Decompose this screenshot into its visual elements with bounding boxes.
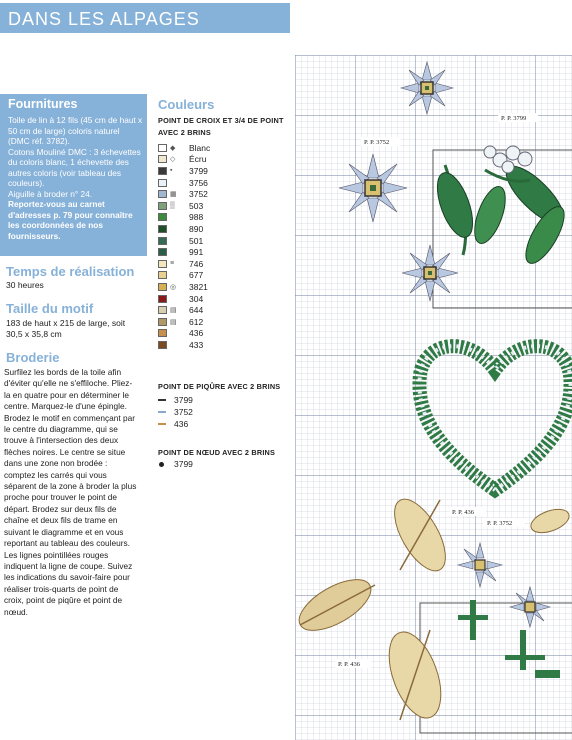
color-code: 3821 — [189, 281, 208, 292]
time-heading: Temps de réalisation — [6, 264, 135, 279]
color-swatch — [158, 213, 167, 221]
embroidery-heading: Broderie — [6, 350, 60, 365]
color-row — [158, 328, 278, 340]
color-row — [158, 188, 278, 200]
supplies-text — [8, 115, 143, 241]
knot-dot-icon — [159, 462, 164, 467]
knot-list — [158, 458, 193, 470]
color-row — [158, 212, 278, 224]
color-row — [158, 339, 278, 351]
line-swatch — [158, 411, 166, 413]
colors-subheading-2: AVEC 2 BRINS — [158, 128, 211, 137]
size-heading: Taille du motif — [6, 301, 94, 316]
line-swatch — [158, 423, 166, 425]
line-swatch — [158, 399, 166, 401]
color-code: 304 — [189, 293, 204, 304]
supplies-needle: Aiguille à broder n° 24. — [8, 188, 93, 199]
color-swatch — [158, 190, 167, 198]
page-title: DANS LES ALPAGES — [8, 9, 200, 29]
colors-heading: Couleurs — [158, 97, 215, 112]
color-swatch — [158, 144, 167, 152]
backstitch-code: 436 — [174, 419, 189, 429]
pp-label-436-bottom: P. P. 436 — [338, 661, 361, 668]
color-row — [158, 293, 278, 305]
color-row — [158, 177, 278, 189]
edelweiss-flower-icon — [339, 154, 407, 222]
color-code: 3752 — [189, 189, 208, 200]
color-swatch — [158, 329, 167, 337]
color-code: 612 — [189, 316, 204, 327]
color-code: 3756 — [189, 177, 208, 188]
pp-label-3752-top: P. P. 3752 — [364, 139, 390, 146]
color-row — [158, 304, 278, 316]
supplies-heading: Fournitures — [8, 97, 78, 111]
supplies-fabric: Toile de lin à 12 fils (45 cm de haut x 50 cm de large) coloris naturel (DMC réf. 3782). — [8, 115, 143, 146]
color-row — [158, 165, 278, 177]
embroidery-text: Surfilez les bords de la toile afin d'éviter qu'elle ne s'effiloche. Pliez-la en quatre pour en déterminer le centre. Marquez-le d'une épingle. Brodez le motif en commençant par le centre du diagramme, qui se trouve à l'intersection des deux flèches noires. Le centre se situe dans une zone non brodée : comptez les carrés qui vous séparent de la zone à broder la plus proche pour trouver le point de départ. Brodez sur deux fils de chaîne et deux fils de trame en suivant le diagramme et en vous reportant au tableau des couleurs. Les lignes pointillées rouges indiquent la ligne de coupe. Suivez les indications du savoir-faire pour réaliser trois-quarts de point de croix, point de piqûre et point de nœud. — [4, 367, 137, 617]
backstitch-heading: POINT DE PIQÛRE AVEC 2 BRINS — [158, 382, 281, 391]
chart-svg — [295, 55, 572, 740]
time-value: 30 heures — [6, 280, 44, 290]
color-symbol: ▪ — [170, 167, 173, 175]
color-code: 677 — [189, 270, 204, 281]
color-code: 433 — [189, 339, 204, 350]
color-code: 746 — [189, 258, 204, 269]
color-code: 988 — [189, 212, 204, 223]
edelweiss-flower-icon — [402, 245, 458, 301]
color-swatch — [158, 225, 167, 233]
cross-stitch-chart — [295, 55, 572, 740]
color-swatch — [158, 341, 167, 349]
color-swatch — [158, 283, 167, 291]
color-swatch — [158, 155, 167, 163]
color-row — [158, 223, 278, 235]
backstitch-row — [158, 394, 193, 406]
color-swatch — [158, 248, 167, 256]
supplies-threads: Cotons Mouliné DMC : 3 échevettes du coloris blanc, 1 échevette des autres coloris (voir tableau des couleurs). — [8, 146, 141, 188]
header-band — [0, 3, 290, 33]
color-row — [158, 235, 278, 247]
size-value: 183 de haut x 215 de large, soit 30,5 x 35,8 cm — [6, 318, 126, 339]
color-row — [158, 281, 278, 293]
color-symbol: ◆ — [170, 144, 176, 152]
pp-label-3752-bottom: P. P. 3752 — [487, 520, 513, 527]
color-row — [158, 258, 278, 270]
color-code: 503 — [189, 200, 204, 211]
colors-subheading-1: POINT DE CROIX ET 3/4 DE POINT — [158, 116, 284, 125]
pp-label-436-top: P. P. 436 — [452, 509, 475, 516]
color-swatch — [158, 271, 167, 279]
color-swatch — [158, 202, 167, 210]
color-symbol: ▒ — [170, 202, 175, 210]
color-code: 890 — [189, 223, 204, 234]
color-swatch — [158, 179, 167, 187]
color-code: Écru — [189, 154, 207, 165]
color-code: Blanc — [189, 142, 211, 153]
color-symbol: ≡ — [170, 260, 175, 268]
color-swatch — [158, 167, 167, 175]
color-swatch — [158, 318, 167, 326]
color-row — [158, 200, 278, 212]
knot-code: 3799 — [174, 459, 193, 469]
color-row — [158, 154, 278, 166]
color-code: 3799 — [189, 165, 208, 176]
color-symbol: ▦ — [170, 191, 177, 199]
backstitch-row — [158, 406, 193, 418]
backstitch-code: 3752 — [174, 407, 193, 417]
color-code: 644 — [189, 305, 204, 316]
color-row — [158, 246, 278, 258]
color-code: 501 — [189, 235, 204, 246]
color-list — [158, 142, 278, 351]
color-swatch — [158, 260, 167, 268]
supplies-address-note: Reportez-vous au carnet d'adresses p. 79 pour connaître les coordonnées de nos fournisseurs. — [8, 199, 133, 241]
color-swatch — [158, 306, 167, 314]
color-symbol: ◎ — [170, 283, 177, 291]
backstitch-list — [158, 394, 193, 430]
pp-label-3799: P. P. 3799 — [501, 115, 527, 122]
knot-heading: POINT DE NŒUD AVEC 2 BRINS — [158, 448, 276, 457]
color-symbol: ▤ — [170, 318, 177, 326]
backstitch-code: 3799 — [174, 395, 193, 405]
color-symbol: ◇ — [170, 156, 176, 164]
color-row — [158, 142, 278, 154]
color-swatch — [158, 237, 167, 245]
backstitch-row — [158, 418, 193, 430]
knot-row — [158, 458, 193, 470]
color-symbol: ▤ — [170, 307, 177, 315]
color-code: 436 — [189, 328, 204, 339]
color-code: 991 — [189, 247, 204, 258]
color-swatch — [158, 295, 167, 303]
color-row — [158, 270, 278, 282]
color-row — [158, 316, 278, 328]
supplies-box — [0, 94, 147, 256]
